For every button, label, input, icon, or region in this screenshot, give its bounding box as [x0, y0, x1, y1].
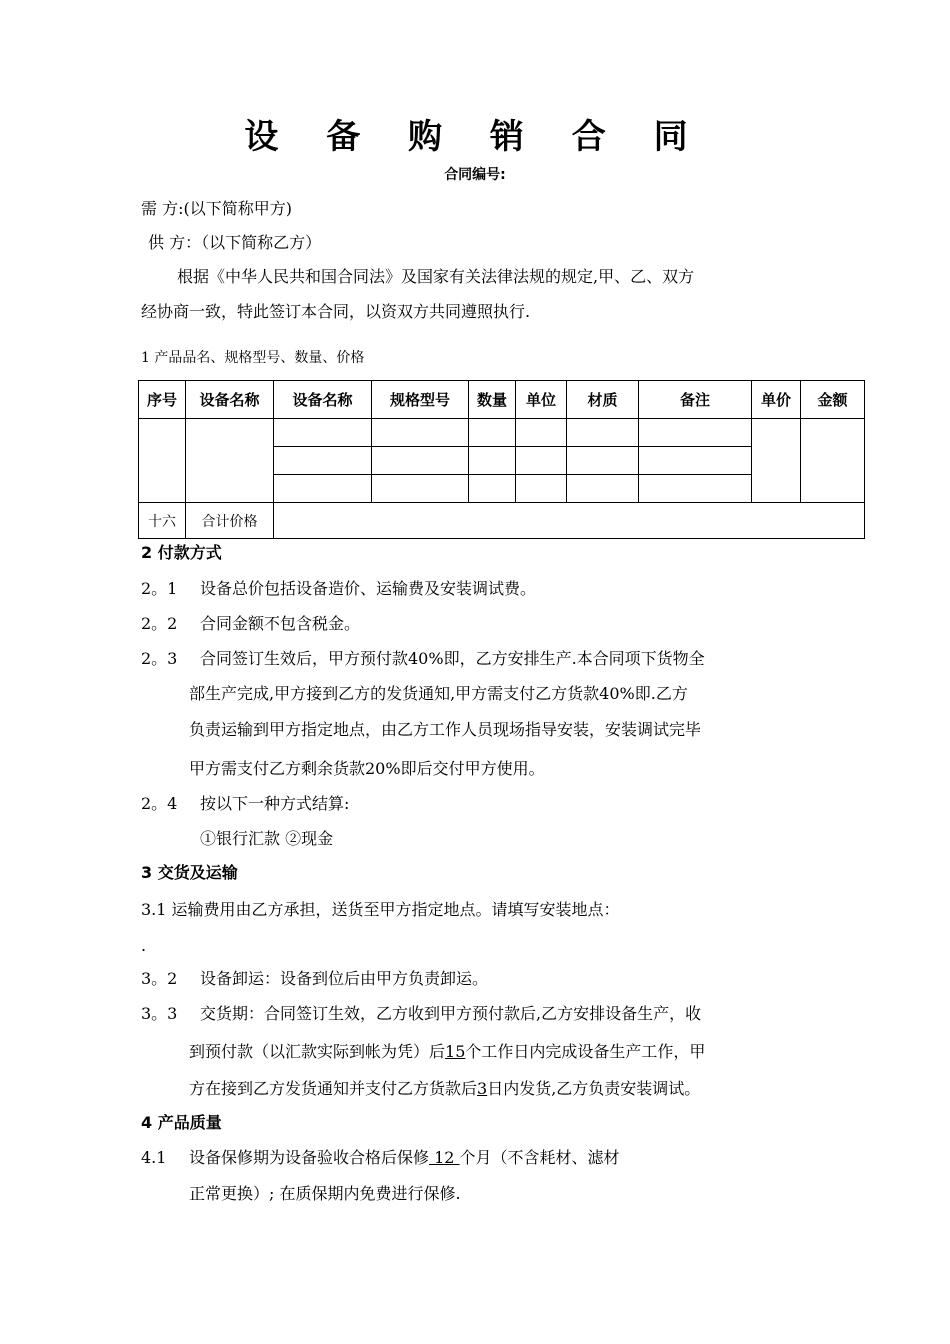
clause-4-1-line-1-start: 设备保修期为设备验收合格后保修: [189, 1148, 430, 1167]
total-label-cell: 合计价格: [186, 503, 274, 539]
section-3-heading: 3 交货及运输: [141, 863, 238, 882]
clause-4-1-number: 4.1: [141, 1148, 167, 1167]
section-2-heading: 2 付款方式: [141, 543, 222, 562]
table-total-row: [139, 503, 865, 539]
warranty-months-value: 12: [429, 1148, 460, 1167]
table-header-cell: 设备名称: [274, 381, 372, 419]
table-cell: [469, 419, 516, 447]
clause-3-3-line-3-end: 日内发货,乙方负责安装调试。: [487, 1079, 701, 1098]
table-cell: [469, 447, 516, 475]
clause-3-2-text: 设备卸运：设备到位后由甲方负责卸运。: [200, 969, 489, 988]
buyer-line: 需 方:(以下简称甲方): [141, 199, 292, 218]
clause-2-3-number: 2。3: [141, 649, 178, 668]
clause-4-1-line-1: [189, 1146, 620, 1170]
table-cell: [567, 475, 639, 503]
table-row: [139, 419, 865, 447]
clause-3-3-number: 3。3: [141, 1004, 178, 1023]
clause-3-3-line-3-start: 方在接到乙方发货通知并支付乙方货款后: [189, 1079, 478, 1098]
table-cell: [469, 475, 516, 503]
table-header-cell: 金额: [801, 381, 865, 419]
clause-2-1-number: 2。1: [141, 579, 178, 598]
intro-line-1: 根据《中华人民共和国合同法》及国家有关法律法规的规定,甲、乙、双方: [177, 267, 695, 286]
table-cell: [274, 419, 372, 447]
table-header-cell: 规格型号: [372, 381, 469, 419]
seller-line: 供 方：（以下简称乙方）: [148, 233, 322, 252]
clause-2-3-line-4: 甲方需支付乙方剩余货款20%即后交付甲方使用。: [189, 759, 545, 778]
table-header-cell: 序号: [139, 381, 186, 419]
clause-3-3-line-2: [189, 1040, 705, 1064]
contract-number-label: 合同编号:: [444, 167, 506, 183]
table-cell: [186, 419, 274, 503]
clause-3-3-line-1: 交货期：合同签订生效，乙方收到甲方预付款后,乙方安排设备生产，收: [200, 1004, 702, 1023]
table-header-cell: 备注: [639, 381, 752, 419]
production-days-value: 15: [445, 1042, 466, 1061]
clause-2-3-line-2: 部生产完成,甲方接到乙方的发货通知,甲方需支付乙方货款40%即.乙方: [189, 684, 688, 703]
clause-2-3-line-3: 负责运输到甲方指定地点，由乙方工作人员现场指导安装，安装调试完毕: [189, 720, 702, 739]
table-cell: [516, 447, 567, 475]
clause-3-2-number: 3。2: [141, 969, 178, 988]
table-header-cell: 数量: [469, 381, 516, 419]
clause-4-1-line-1-end: 个月（不含耗材、滤材: [459, 1148, 620, 1167]
table-cell: [372, 419, 469, 447]
table-header-row: [139, 381, 865, 419]
table-header-cell: 材质: [567, 381, 639, 419]
clause-4-1-line-2: 正常更换）; 在质保期内免费进行保修.: [189, 1184, 461, 1203]
clause-2-2-number: 2。2: [141, 614, 178, 633]
table-cell: [639, 419, 752, 447]
clause-3-3-line-2-start: 到预付款（以汇款实际到帐为凭）后: [189, 1042, 446, 1061]
table-cell: [372, 475, 469, 503]
table-cell: [372, 447, 469, 475]
table-cell: [274, 447, 372, 475]
section-1-heading: 1 产品品名、规格型号、数量、价格: [141, 350, 365, 366]
table-cell: [567, 447, 639, 475]
intro-line-2: 经协商一致，特此签订本合同，以资双方共同遵照执行.: [141, 302, 531, 321]
payment-options: ①银行汇款 ②现金: [200, 829, 334, 848]
delivery-days-value: 3: [477, 1079, 488, 1098]
section-4-heading: 4 产品质量: [141, 1113, 222, 1132]
clause-2-3-text: 合同签订生效后，甲方预付款40%即，乙方安排生产.本合同项下货物全: [200, 649, 705, 668]
clause-3-3-line-2-end: 个工作日内完成设备生产工作，甲: [465, 1042, 706, 1061]
table-cell: [274, 475, 372, 503]
document-title: 设 备 购 销 合 同: [244, 117, 706, 157]
total-index-cell: 十六: [139, 503, 186, 539]
table-cell: [639, 447, 752, 475]
clause-2-1-text: 设备总价包括设备造价、运输费及安装调试费。: [200, 579, 537, 598]
install-location-blank: .: [141, 936, 147, 955]
table-cell: [639, 475, 752, 503]
clause-3-1-text: 3.1 运输费用由乙方承担，送货至甲方指定地点。请填写安装地点：: [141, 900, 620, 919]
total-value-cell: [274, 503, 865, 539]
clause-2-4-number: 2。4: [141, 794, 178, 813]
table-cell: [567, 419, 639, 447]
table-header-cell: 设备名称: [186, 381, 274, 419]
table-cell: [516, 475, 567, 503]
table-cell: [752, 419, 801, 503]
clause-2-2-text: 合同金额不包含税金。: [200, 614, 361, 633]
table-header-cell: 单价: [752, 381, 801, 419]
table-cell: [801, 419, 865, 503]
clause-3-3-line-3: [189, 1077, 700, 1101]
product-table: [138, 380, 865, 539]
table-cell: [516, 419, 567, 447]
table-cell: [139, 419, 186, 503]
clause-2-4-text: 按以下一种方式结算:: [200, 794, 350, 813]
table-header-cell: 单位: [516, 381, 567, 419]
